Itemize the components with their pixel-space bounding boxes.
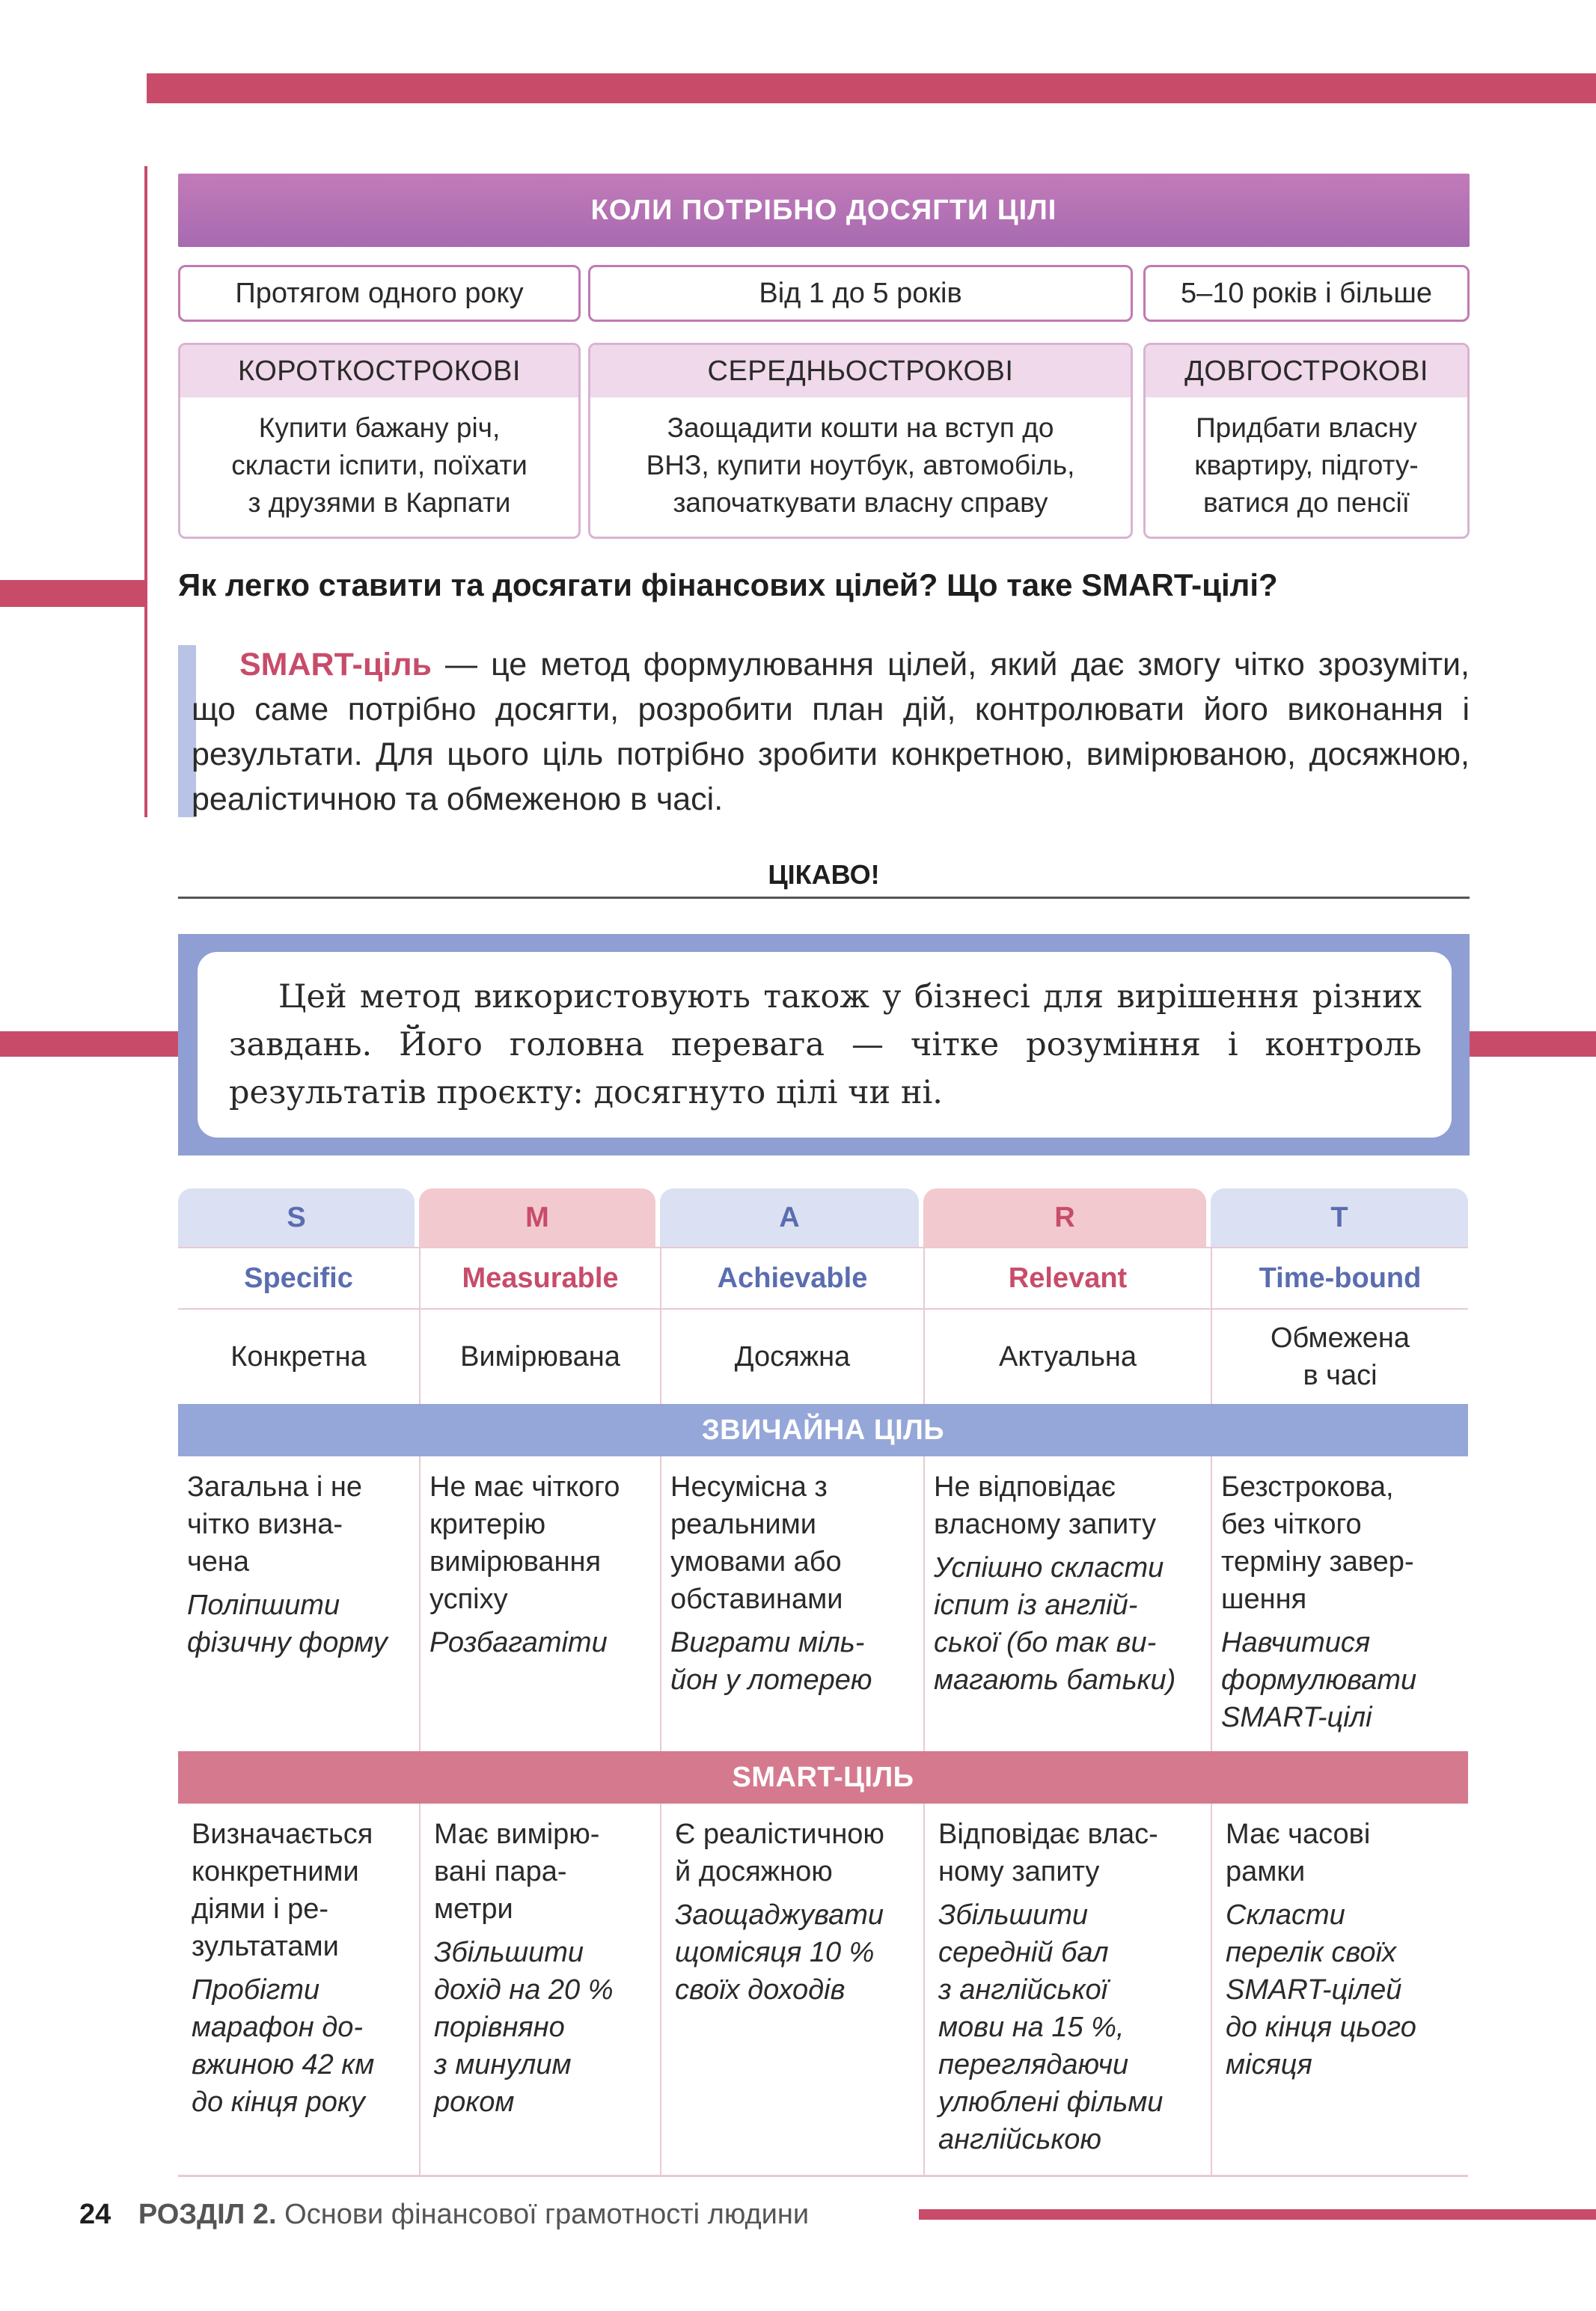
cell-line: власному запиту xyxy=(934,1509,1157,1540)
cell-line: з минулим xyxy=(434,2049,572,2080)
cell-line: магають батьки) xyxy=(934,1664,1176,1696)
ukrainian-term-text: Актуальна xyxy=(998,1341,1137,1373)
cell-line: Пробігти xyxy=(192,1974,320,2006)
right-note-marker xyxy=(1455,1031,1596,1057)
cell-line: вжиною 42 км xyxy=(192,2049,375,2080)
page-footer xyxy=(79,2199,809,2231)
smart-ukrainian-row xyxy=(178,1310,1468,1404)
smart-cell xyxy=(1211,1804,1468,2175)
cell-line: метри xyxy=(434,1893,513,1925)
left-section-marker xyxy=(0,580,147,607)
section-label: РОЗДІЛ 2. xyxy=(138,2199,277,2230)
cell-example xyxy=(187,1587,412,1661)
cell-line: критерію xyxy=(429,1509,546,1540)
cell-line: конкретними xyxy=(192,1856,359,1887)
cell-line: до кінця року xyxy=(192,2086,365,2118)
cell-line: SMART-цілей xyxy=(1226,1974,1402,2006)
cell-line: йон у лотерею xyxy=(670,1664,872,1696)
smart-letters-row xyxy=(178,1188,1468,1247)
cell-example xyxy=(675,1896,916,2009)
smart-cell xyxy=(660,1804,923,2175)
cell-line: зультатами xyxy=(192,1931,339,1962)
cell-line: до кінця цього xyxy=(1226,2012,1416,2043)
goal-card-line: започаткувати власну справу xyxy=(673,487,1048,518)
smart-english-row xyxy=(178,1247,1468,1310)
interesting-label: ЦІКАВО! xyxy=(768,859,880,890)
page-number: 24 xyxy=(79,2199,111,2230)
table-bottom-border xyxy=(178,2175,1468,2177)
cell-line: Є реалістичною xyxy=(675,1819,884,1850)
letter-m: M xyxy=(419,1188,655,1247)
cell-line: Збільшити xyxy=(434,1937,584,1968)
english-relevant: Relevant xyxy=(923,1248,1211,1308)
smart-goal-band: SMART-ЦІЛЬ xyxy=(178,1751,1468,1804)
goals-header: КОЛИ ПОТРІБНО ДОСЯГТИ ЦІЛІ xyxy=(178,174,1470,247)
smart-cell xyxy=(923,1804,1211,2175)
cell-line: Має часові xyxy=(1226,1819,1371,1850)
ordinary-goal-row xyxy=(178,1456,1468,1751)
section-question-heading: Як легко ставити та досягати фінансових цілей? Що таке SMART-цілі? xyxy=(178,567,1278,602)
cell-line: чена xyxy=(187,1546,250,1578)
cell-line: дохід на 20 % xyxy=(434,1974,614,2006)
cell-line: Заощаджувати xyxy=(675,1899,884,1931)
period-medium: Від 1 до 5 років xyxy=(588,265,1133,322)
goal-card-line: ватися до пенсії xyxy=(1203,487,1410,518)
cell-line: місяця xyxy=(1226,2049,1312,2080)
definition-text: — це метод формулювання цілей, який дає змогу чітко зрозуміти, що саме потрібно досягти, розробити план дій, контролювати його виконання і результати. Для цього ціль потрібно зробити конкретною, вимірюваною, досяжною, реалістичною та обмеженою в часі. xyxy=(192,647,1470,817)
cell-example xyxy=(1226,1896,1461,2083)
ukrainian-term-text: Конкретна xyxy=(230,1341,367,1373)
cell-line: Має вимірю- xyxy=(434,1819,600,1850)
smart-term: SMART-ціль xyxy=(239,647,432,683)
ordinary-cell xyxy=(1211,1456,1468,1751)
cell-line: вимірювання xyxy=(429,1546,602,1578)
cell-line: улюблені фільми xyxy=(938,2086,1164,2118)
goal-card-line: ВНЗ, купити ноутбук, автомобіль, xyxy=(646,450,1075,480)
letter-s: S xyxy=(178,1188,415,1247)
english-specific: Specific xyxy=(244,1262,353,1294)
cell-line: без чіткого xyxy=(1221,1509,1362,1540)
cell-line: середній бал xyxy=(938,1937,1109,1968)
cell-example xyxy=(934,1549,1203,1699)
ukrainian-term-text: Досяжна xyxy=(734,1341,851,1373)
goal-card-line: скласти іспити, поїхати xyxy=(231,450,528,480)
cell-line: з англійської xyxy=(938,1974,1108,2006)
cell-example xyxy=(429,1624,652,1661)
goal-card-medium-term xyxy=(588,343,1133,539)
ordinary-cell xyxy=(660,1456,923,1751)
cell-example xyxy=(670,1624,916,1699)
goal-card-body xyxy=(180,397,578,522)
cell-line: шення xyxy=(1221,1584,1307,1615)
cell-line: іспит із англій- xyxy=(934,1590,1138,1621)
cell-line: обставинами xyxy=(670,1584,843,1615)
ukrainian-term xyxy=(419,1310,660,1404)
ukrainian-term-text: Вимірювана xyxy=(460,1341,620,1373)
cell-line: реальними xyxy=(670,1509,816,1540)
smart-cell xyxy=(178,1804,419,2175)
ordinary-cell xyxy=(419,1456,660,1751)
cell-line: Безстрокова, xyxy=(1221,1471,1394,1503)
left-note-marker xyxy=(0,1031,180,1057)
footer-decorative-bar xyxy=(919,2209,1596,2220)
smart-goal-row xyxy=(178,1804,1468,2175)
cell-line: Навчитися xyxy=(1221,1627,1371,1658)
ukrainian-term-text: Обмежена xyxy=(1271,1322,1410,1354)
cell-line: мови на 15 %, xyxy=(938,2012,1125,2043)
period-long: 5–10 років і більше xyxy=(1143,265,1470,322)
cell-line: Не має чіткого xyxy=(429,1471,620,1503)
goal-card-body xyxy=(1146,397,1467,522)
cell-line: своїх доходів xyxy=(675,1974,846,2006)
cell-line: Не відповідає xyxy=(934,1471,1116,1503)
cell-line: Несумісна з xyxy=(670,1471,828,1503)
goal-card-long-term xyxy=(1143,343,1470,539)
interesting-divider xyxy=(178,897,1470,899)
smart-table xyxy=(178,1188,1468,2177)
cell-line: ному запиту xyxy=(938,1856,1100,1887)
cell-line: успіху xyxy=(429,1584,508,1615)
cell-line: діями і ре- xyxy=(192,1893,329,1925)
cell-line: ської (бо так ви- xyxy=(934,1627,1157,1658)
goal-card-short-term xyxy=(178,343,581,539)
cell-line: терміну завер- xyxy=(1221,1546,1414,1578)
interesting-note-text: Цей метод використовують також у бізнесі для вирішення різних завдань. Його головна перевага — чітке розуміння і контроль результатів проєкту: досягнуто цілі чи ні. xyxy=(229,978,1422,1111)
cell-example xyxy=(434,1934,652,2121)
cell-line: SMART-цілі xyxy=(1221,1702,1372,1733)
cell-line: фізичну форму xyxy=(187,1627,388,1658)
goal-card-line: з друзями в Карпати xyxy=(248,487,511,518)
letter-r: R xyxy=(923,1188,1206,1247)
cell-line: чітко визна- xyxy=(187,1509,343,1540)
cell-line: Загальна і не xyxy=(187,1471,363,1503)
cell-line: вані пара- xyxy=(434,1856,567,1887)
goal-card-line: квартиру, підготу- xyxy=(1194,450,1419,480)
ukrainian-term xyxy=(660,1310,923,1404)
smart-cell xyxy=(419,1804,660,2175)
period-short: Протягом одного року xyxy=(178,265,581,322)
cell-line: Збільшити xyxy=(938,1899,1089,1931)
top-decorative-bar xyxy=(147,73,1596,103)
cell-line: порівняно xyxy=(434,2012,565,2043)
english-time-bound: Time-bound xyxy=(1211,1248,1468,1308)
cell-line: марафон до- xyxy=(192,2012,364,2043)
cell-example xyxy=(1221,1624,1461,1736)
ordinary-goal-band: ЗВИЧАЙНА ЦІЛЬ xyxy=(178,1404,1468,1456)
cell-line: Визначається xyxy=(192,1819,373,1850)
goal-card-title: ДОВГОСТРОКОВІ xyxy=(1146,345,1467,397)
interesting-note xyxy=(198,952,1452,1138)
goal-card-body xyxy=(590,397,1131,522)
cell-line: англійською xyxy=(938,2124,1101,2155)
cell-line: Успішно скласти xyxy=(934,1552,1164,1584)
cell-line: роком xyxy=(434,2086,515,2118)
cell-line: Виграти міль- xyxy=(670,1627,865,1658)
left-margin-line xyxy=(144,166,147,817)
cell-line: Скласти xyxy=(1226,1899,1345,1931)
goal-card-line: Заощадити кошти на вступ до xyxy=(667,412,1054,443)
ukrainian-term xyxy=(1211,1310,1468,1404)
letter-a: A xyxy=(660,1188,919,1247)
ordinary-cell xyxy=(178,1456,419,1751)
cell-line: Відповідає влас- xyxy=(938,1819,1158,1850)
cell-line: умовами або xyxy=(670,1546,842,1578)
english-measurable: Measurable xyxy=(419,1248,660,1308)
cell-line: рамки xyxy=(1226,1856,1306,1887)
english-achievable: Achievable xyxy=(660,1248,923,1308)
goal-card-line: Купити бажану річ, xyxy=(258,412,501,443)
ukrainian-term-text: в часі xyxy=(1303,1360,1378,1391)
smart-definition xyxy=(192,642,1470,822)
cell-line: Поліпшити xyxy=(187,1590,340,1621)
goal-card-title: СЕРЕДНЬОСТРОКОВІ xyxy=(590,345,1131,397)
goal-card-title: КОРОТКОСТРОКОВІ xyxy=(180,345,578,397)
letter-t: T xyxy=(1211,1188,1468,1247)
cell-line: щомісяця 10 % xyxy=(675,1937,875,1968)
cell-example xyxy=(938,1896,1203,2158)
section-title: Основи фінансової грамотності людини xyxy=(284,2199,810,2230)
cell-line: переглядаючи xyxy=(938,2049,1129,2080)
ordinary-cell xyxy=(923,1456,1211,1751)
cell-example xyxy=(192,1971,412,2121)
cell-line: Розбагатіти xyxy=(429,1627,608,1658)
ukrainian-term xyxy=(923,1310,1211,1404)
ukrainian-term xyxy=(178,1310,419,1404)
goal-card-line: Придбати власну xyxy=(1196,412,1417,443)
cell-line: й досяжною xyxy=(675,1856,833,1887)
cell-line: формулювати xyxy=(1221,1664,1417,1696)
cell-line: перелік своїх xyxy=(1226,1937,1396,1968)
